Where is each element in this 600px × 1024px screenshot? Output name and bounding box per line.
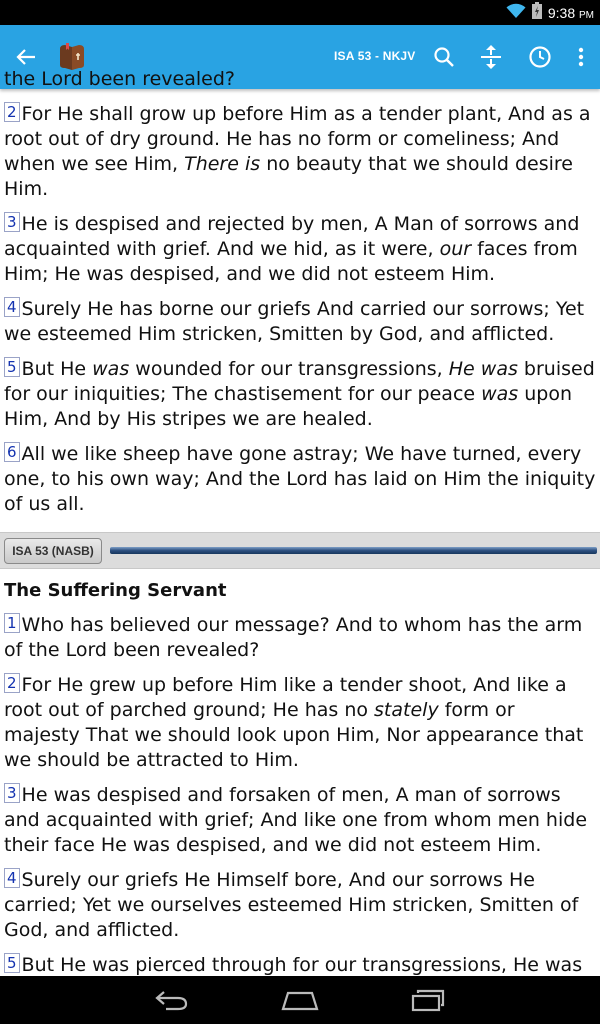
verse-2[interactable] [4,673,596,773]
verse-text: Surely our griefs He Himself bore, And our sorrows He carried; Yet we ourselves esteemed Him stricken, Smitten of God, and afflicted. [4,869,579,941]
nav-recents-icon[interactable] [404,986,452,1014]
verse-number[interactable]: 5 [4,953,20,973]
verse-italic-text: He was [448,358,518,380]
verse-number[interactable]: 4 [4,297,20,317]
verse-italic-text: was [92,358,130,380]
verse-italic-text: stately [374,699,439,721]
verse-number[interactable]: 5 [4,357,20,377]
verse-text: bruised for our iniquities; The chastisement for our peace [4,358,595,405]
verse-4[interactable] [4,297,596,347]
verse-6[interactable] [4,442,596,517]
wifi-icon [506,3,526,23]
verse-number[interactable]: 1 [4,613,20,633]
verse-italic-text: our [439,238,472,260]
verse-text: For He grew up before Him like a tender shoot, And like a root out of parched ground; He has no [4,674,567,721]
system-nav-bar [0,976,600,1024]
verse-text: He was despised and forsaken of men, A man of sorrows and acquainted with grief; And like one from whom men hide their face He was despised, and we did not esteem Him. [4,784,588,856]
verse-text: no beauty that we should desire Him. [4,153,573,200]
verse-text: But He [21,358,93,380]
verse-text: For He shall grow up before Him as a tender plant, And as a root out of dry ground. He has no form or comeliness; And when we see Him, [4,103,591,175]
verse-number[interactable]: 6 [4,442,20,462]
verse-number[interactable]: 3 [4,212,20,232]
verse-italic-text: was [481,383,519,405]
scripture-pane-bottom[interactable] [0,569,600,976]
nav-home-icon[interactable] [276,986,324,1014]
nav-back-icon[interactable] [148,986,196,1014]
chapter-reference[interactable]: ISA 53 - NKJV [334,49,416,63]
verse-3[interactable] [4,212,596,287]
verse-text: wounded for our transgressions, [129,358,449,380]
status-icons [506,0,600,25]
verse-number[interactable]: 4 [4,868,20,888]
verse-number[interactable]: 2 [4,102,20,122]
verse-text: faces from Him; He was despised, and we did not esteem Him. [4,238,578,285]
verse-3[interactable] [4,783,596,858]
verse-italic-text: There is [184,153,261,175]
clock: 9:38 PM [547,4,594,21]
verse-2[interactable] [4,102,596,202]
verse-number[interactable]: 3 [4,783,20,803]
verse-4[interactable] [4,868,596,943]
verse-text: Who has believed our message? And to whom has the arm of the Lord been revealed? [4,614,583,661]
pane-divider[interactable] [0,532,600,569]
split-drag-handle[interactable] [110,547,597,554]
verse-text: form or majesty That we should look upon Him, Nor appearance that we should be attracted to Him. [4,699,584,771]
verse-number[interactable]: 2 [4,673,20,693]
verse-text: He is despised and rejected by men, A Man of sorrows and acquainted with grief. And we hid, as it were, [4,213,580,260]
verse-text: But He was pierced through for our transgressions, He was [21,954,583,976]
verse-5[interactable] [4,357,596,432]
verse-text: Surely He has borne our griefs And carried our sorrows; Yet we esteemed Him stricken, Smitten by God, and afflicted. [4,298,585,345]
verse-fragment: the Lord been revealed? [4,68,235,90]
section-heading: The Suffering Servant [4,580,227,601]
verse-text: All we like sheep have gone astray; We have turned, every one, to his own way; And the Lord has laid on Him the iniquity of us all. [4,443,596,515]
verse-1[interactable] [4,613,596,663]
battery-icon [532,2,542,23]
scripture-pane-top[interactable] [0,68,600,532]
version-button[interactable]: ISA 53 (NASB) [4,538,102,564]
status-bar [0,0,600,25]
verse-text: upon Him, And by His stripes we are healed. [4,383,573,430]
